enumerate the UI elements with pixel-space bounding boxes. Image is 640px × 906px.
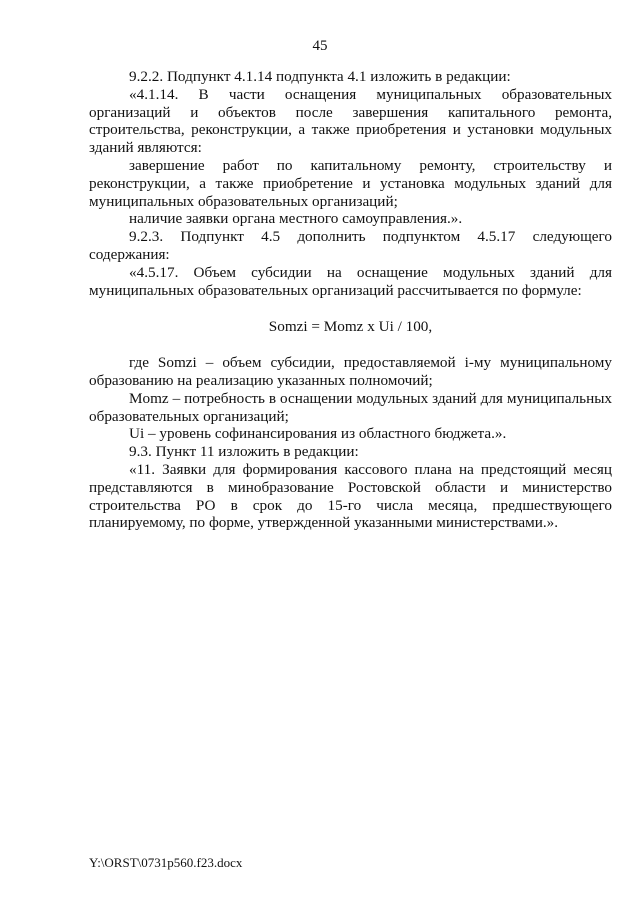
document-body xyxy=(89,68,612,532)
paragraph-9-2-3: 9.2.3. Подпункт 4.5 дополнить подпунктом 4.5.17 следующего содержания: xyxy=(89,228,612,263)
paragraph-9-3: 9.3. Пункт 11 изложить в редакции: xyxy=(129,443,359,461)
paragraph-ui-definition: Ui – уровень софинансирования из областного бюджета.». xyxy=(129,425,507,443)
paragraph-momz-definition: Momz – потребность в оснащении модульных зданий для муниципальных образовательных организаций; xyxy=(89,389,612,425)
page-number: 45 xyxy=(312,38,328,54)
paragraph-4-5-17: «4.5.17. Объем субсидии на оснащение модульных зданий для муниципальных образовательных организаций рассчитывается по формуле: xyxy=(89,263,612,299)
footer-file-path: Y:\ORST\0731p560.f23.docx xyxy=(89,855,243,870)
paragraph-completion-works: завершение работ по капитальному ремонту, строительству и реконструкции, а также приобретение и установка модульных зданий для муниципальных образовательных организаций; xyxy=(89,156,612,210)
paragraph-9-2-2: 9.2.2. Подпункт 4.1.14 подпункта 4.1 изложить в редакции: xyxy=(129,68,511,85)
paragraph-somzi-definition: где Somzi – объем субсидии, предоставляемой i-му муниципальному образованию на реализацию указанных полномочий; xyxy=(89,354,612,389)
paragraph-application: наличие заявки органа местного самоуправления.». xyxy=(129,210,463,228)
paragraph-11: «11. Заявки для формирования кассового плана на предстоящий месяц представляются в минобразование Ростовской области и министерство строительства РО в срок до 15-го числа месяца, предшествующего планируемому, по форме, утвержденной указанными министерствами.». xyxy=(89,460,612,532)
paragraph-4-1-14: «4.1.14. В части оснащения муниципальных образовательных организаций и объектов после завершения капитального ремонта, строительства, реконструкции, а также приобретения и установки модульных зданий являются: xyxy=(89,85,612,157)
formula: Somzi = Momz x Ui / 100, xyxy=(268,318,433,336)
